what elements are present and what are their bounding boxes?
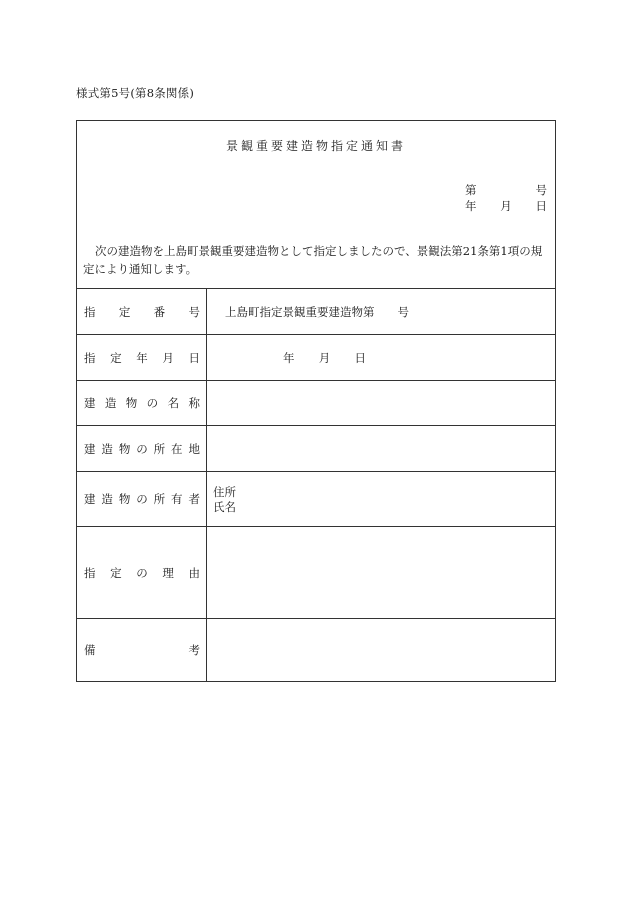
owner-address-label: 住所 xyxy=(213,485,236,499)
label-char: 指 xyxy=(84,350,96,365)
label-char: 定 xyxy=(118,304,131,319)
label-char: の xyxy=(146,396,159,410)
label-char: 年 xyxy=(136,350,148,365)
label-designation-number xyxy=(77,289,207,334)
label-char: 造 xyxy=(101,492,113,506)
label-char: 者 xyxy=(188,492,200,506)
value-designation-number[interactable] xyxy=(207,289,555,334)
owner-fields xyxy=(213,485,236,515)
designation-month-label: 月 xyxy=(318,351,331,365)
designation-number-text: 上島町指定景観重要建造物第 号 xyxy=(225,305,409,319)
label-designation-date xyxy=(77,335,207,380)
date-year-label: 年 xyxy=(465,199,477,213)
label-char: 理 xyxy=(162,565,174,580)
form-reference: 様式第5号(第8条関係) xyxy=(76,86,195,100)
number-suffix: 号 xyxy=(535,183,547,197)
document-number-line xyxy=(465,182,547,198)
intro-paragraph: 次の建造物を上島町景観重要建造物として指定しましたので、景観法第21条第1項の規定により通知します。 xyxy=(83,244,543,276)
label-building-location xyxy=(77,426,207,471)
date-day-label: 日 xyxy=(535,199,547,213)
label-char: 考 xyxy=(188,643,200,657)
label-char: 有 xyxy=(171,492,183,506)
label-building-owner xyxy=(77,472,207,526)
label-char: 名 xyxy=(167,396,180,410)
value-building-owner[interactable] xyxy=(207,472,555,526)
label-char: 由 xyxy=(188,565,200,580)
designation-year-label: 年 xyxy=(283,351,295,365)
label-char: 物 xyxy=(118,441,131,456)
row-building-name xyxy=(77,380,555,425)
label-char: 在 xyxy=(171,441,183,456)
label-char: 建 xyxy=(84,441,96,456)
label-char: 建 xyxy=(84,396,96,410)
label-designation-reason xyxy=(77,527,207,618)
label-char: 造 xyxy=(101,441,113,456)
value-building-name[interactable] xyxy=(207,381,555,425)
label-char: の xyxy=(136,492,148,506)
designation-date-fields xyxy=(283,350,366,366)
label-char: 造 xyxy=(104,396,117,410)
label-char: 所 xyxy=(153,441,166,456)
row-designation-number xyxy=(77,288,555,334)
value-designation-date[interactable] xyxy=(207,335,555,380)
label-char: 指 xyxy=(84,565,96,580)
owner-name-label: 氏名 xyxy=(213,500,236,514)
label-char: 建 xyxy=(84,492,96,506)
label-char: 月 xyxy=(162,350,174,365)
label-building-name xyxy=(77,381,207,425)
designation-day-label: 日 xyxy=(354,351,366,365)
date-month-label: 月 xyxy=(500,199,512,213)
label-remarks xyxy=(77,619,207,681)
document-title: 景観重要建造物指定通知書 xyxy=(225,139,406,153)
value-building-location[interactable] xyxy=(207,426,555,471)
row-building-owner xyxy=(77,471,555,526)
label-char: 指 xyxy=(84,304,96,319)
row-building-location xyxy=(77,425,555,471)
row-designation-reason xyxy=(77,526,555,618)
label-char: 号 xyxy=(188,304,200,319)
label-char: 地 xyxy=(188,441,200,456)
row-remarks xyxy=(77,618,555,681)
label-char: 定 xyxy=(110,565,122,580)
label-char: 定 xyxy=(110,350,122,365)
label-char: 日 xyxy=(188,350,200,365)
document-date-line xyxy=(465,198,547,214)
value-remarks[interactable] xyxy=(207,619,555,681)
label-char: 物 xyxy=(125,396,138,410)
notification-form xyxy=(76,120,556,682)
label-char: 備 xyxy=(84,643,96,657)
row-designation-date xyxy=(77,334,555,380)
value-designation-reason[interactable] xyxy=(207,527,555,618)
label-char: の xyxy=(136,565,148,580)
label-char: 所 xyxy=(153,492,166,506)
label-char: の xyxy=(136,441,148,456)
form-header xyxy=(77,121,555,289)
label-char: 物 xyxy=(118,492,131,506)
label-char: 番 xyxy=(153,304,166,319)
label-char: 称 xyxy=(188,396,200,410)
number-prefix: 第 xyxy=(465,183,477,197)
